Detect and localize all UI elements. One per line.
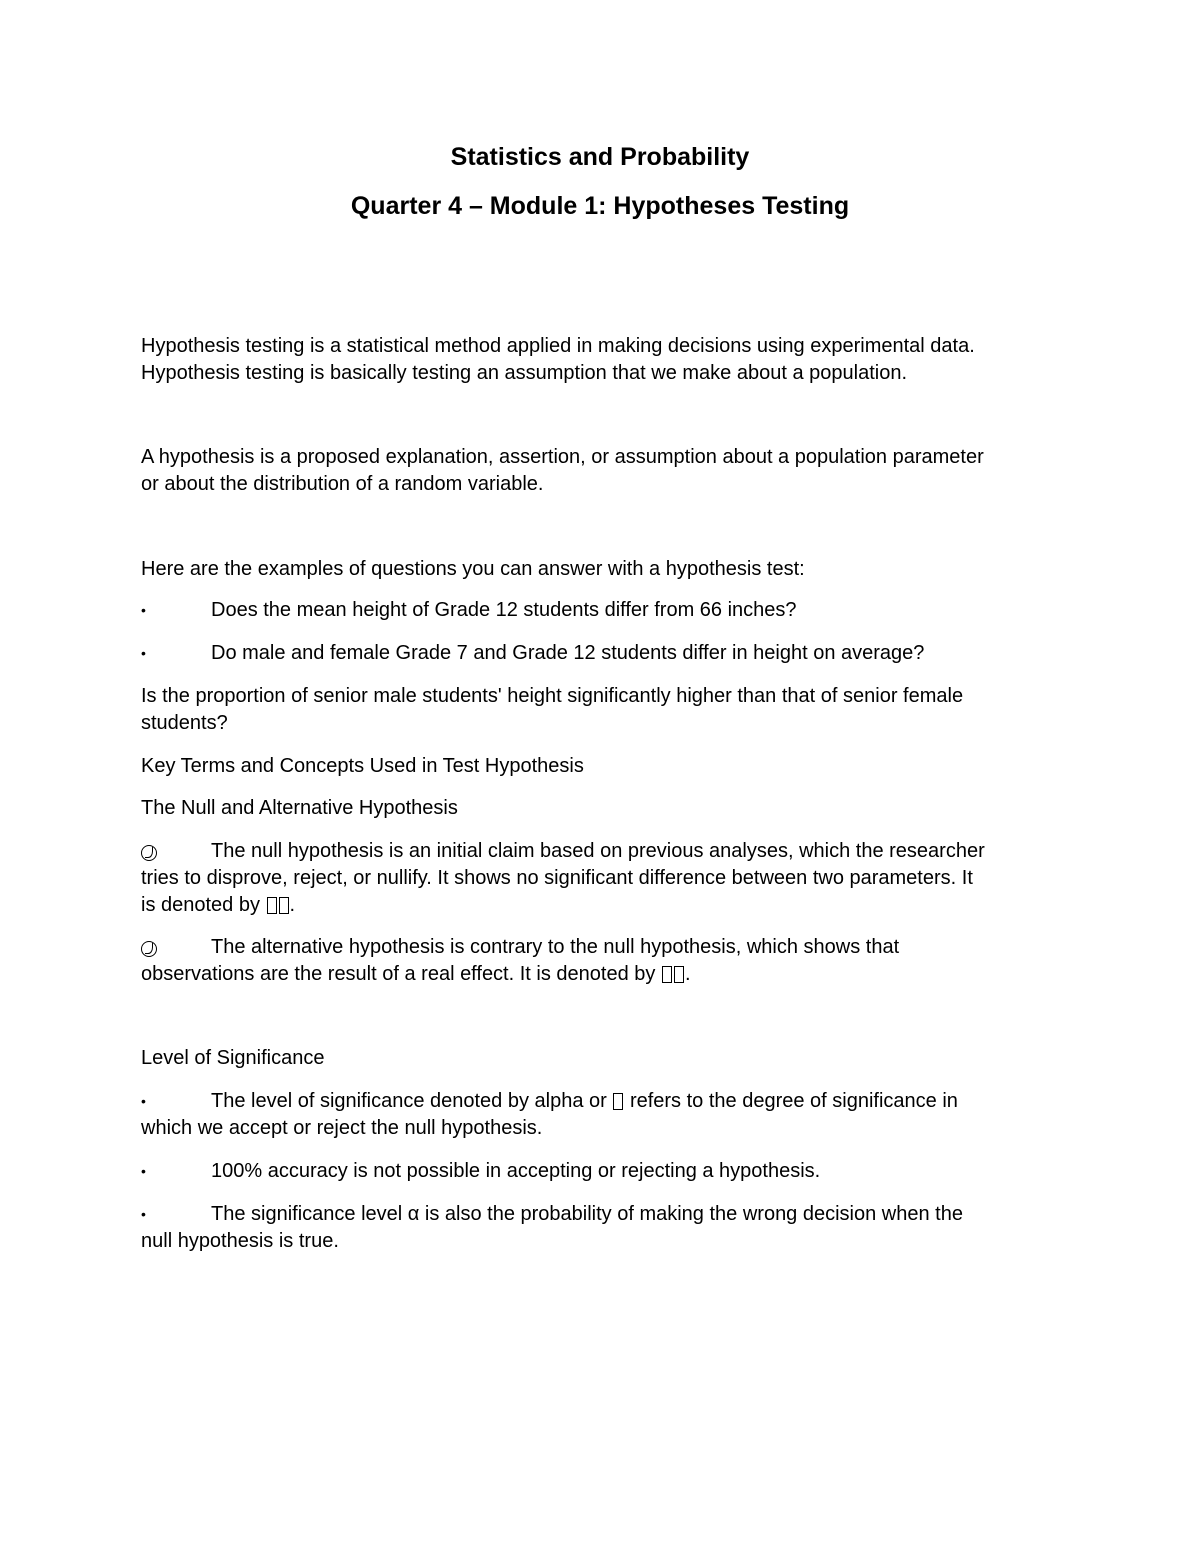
sig-item-3-line-2: null hypothesis is true. [141, 1230, 339, 1252]
null-line-2: tries to disprove, reject, or nullify. It shows no significant difference between two parameters. It [141, 867, 973, 889]
key-terms-heading: Key Terms and Concepts Used in Test Hypothesis [141, 755, 584, 777]
list-item [141, 1201, 1061, 1255]
sig-item-3-line-1: The significance level α is also the probability of making the wrong decision when the [211, 1203, 963, 1225]
definition-line-1: A hypothesis is a proposed explanation, assertion, or assumption about a population parameter [141, 446, 984, 468]
sig-item-1-prefix: The level of significance denoted by alpha or [211, 1090, 607, 1112]
bullet-marker: • [141, 602, 146, 618]
trailing-line-2: students? [141, 712, 228, 734]
missing-glyph-icon [279, 897, 289, 914]
list-item [141, 1158, 1061, 1185]
bullet-marker: • [141, 1093, 146, 1109]
bullet-marker: • [141, 1206, 146, 1222]
example-item-2: Do male and female Grade 7 and Grade 12 students differ in height on average? [211, 642, 925, 664]
definition-paragraph [141, 444, 1061, 498]
list-item [141, 640, 1061, 667]
globe-icon [141, 941, 157, 957]
list-item [141, 1088, 1061, 1142]
null-line-3 [141, 892, 1061, 919]
document-subtitle: Quarter 4 – Module 1: Hypotheses Testing [350, 192, 850, 220]
alt-line-2-prefix: observations are the result of a real effect. It is denoted by [141, 963, 656, 985]
bullet-marker: • [141, 1163, 146, 1179]
example-item-1: Does the mean height of Grade 12 students differ from 66 inches? [211, 599, 797, 621]
list-item [141, 597, 1061, 624]
sig-item-1-suffix: refers to the degree of significance in [629, 1090, 958, 1112]
null-line-1: The null hypothesis is an initial claim based on previous analyses, which the researcher [211, 840, 985, 862]
null-alt-subheading: The Null and Alternative Hypothesis [141, 797, 458, 819]
examples-trailing-question [141, 683, 1061, 737]
intro-paragraph [141, 333, 1061, 387]
null-line-3-suffix: . [289, 894, 296, 916]
intro-line-1: Hypothesis testing is a statistical method applied in making decisions using experimental data. [141, 335, 975, 357]
missing-glyph-icon [674, 966, 684, 983]
globe-icon [141, 845, 157, 861]
alt-line-1: The alternative hypothesis is contrary to the null hypothesis, which shows that [211, 936, 900, 958]
trailing-line-1: Is the proportion of senior male students' height significantly higher than that of senior female [141, 685, 964, 707]
null-line-3-prefix: is denoted by [141, 894, 260, 916]
sig-item-2: 100% accuracy is not possible in accepting or rejecting a hypothesis. [211, 1160, 821, 1182]
definition-line-2: or about the distribution of a random variable. [141, 473, 544, 495]
examples-lead: Here are the examples of questions you can answer with a hypothesis test: [141, 558, 805, 580]
bullet-marker: • [141, 645, 146, 661]
missing-glyph-icon [613, 1093, 623, 1110]
null-hypothesis-item [141, 838, 1061, 919]
missing-glyph-icon [662, 966, 672, 983]
missing-glyph-icon [267, 897, 277, 914]
alt-line-2 [141, 961, 1061, 988]
alt-line-2-suffix: . [684, 963, 691, 985]
significance-heading: Level of Significance [141, 1047, 325, 1069]
document-title: Statistics and Probability [450, 143, 750, 171]
intro-line-2: Hypothesis testing is basically testing an assumption that we make about a population. [141, 362, 907, 384]
sig-item-1-line-2: which we accept or reject the null hypothesis. [141, 1117, 543, 1139]
alternative-hypothesis-item [141, 934, 1061, 988]
